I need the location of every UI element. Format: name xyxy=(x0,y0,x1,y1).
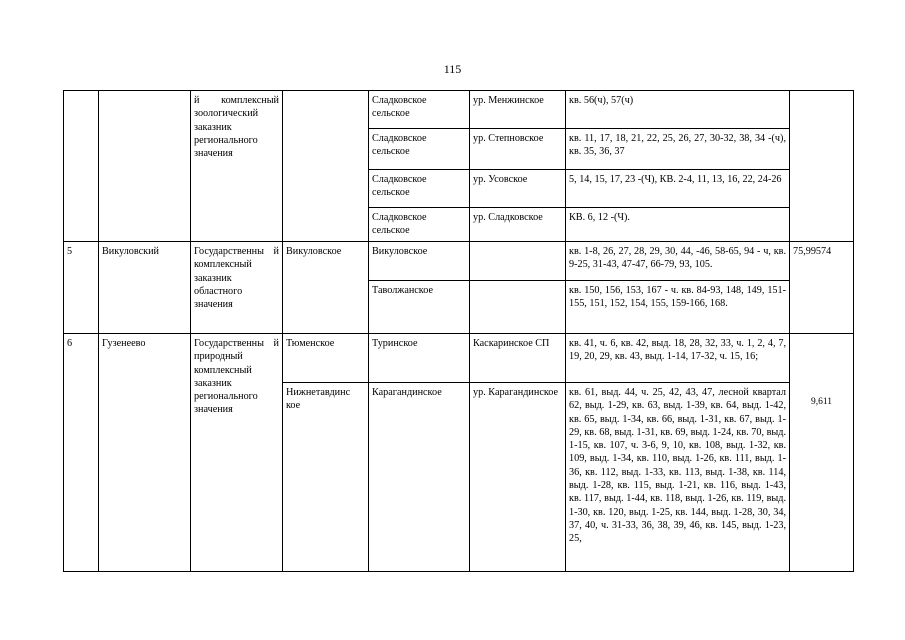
title-cell: Гузенеево xyxy=(99,334,191,572)
forestry-cell xyxy=(283,91,369,242)
quarters-cell: кв. 11, 17, 18, 21, 22, 25, 26, 27, 30-32, 38, 34 -(ч), кв. 35, 36, 37 xyxy=(566,129,790,170)
table-row xyxy=(64,91,854,129)
row-number-cell: 6 xyxy=(64,334,99,572)
row-number-cell: 5 xyxy=(64,242,99,334)
tract-cell xyxy=(470,281,566,334)
tract-cell: ур. Менжинское xyxy=(470,91,566,129)
title-cell: Викуловский xyxy=(99,242,191,334)
table-row xyxy=(64,334,854,383)
page-number: 115 xyxy=(443,62,462,76)
quarters-cell: 5, 14, 15, 17, 23 -(Ч), КВ. 2-4, 11, 13, 16, 22, 24-26 xyxy=(566,170,790,208)
tract-cell: ур. Степновское xyxy=(470,129,566,170)
table-row xyxy=(64,242,854,281)
area-cell: 75,99574 xyxy=(790,242,854,334)
row-number-cell xyxy=(64,91,99,242)
settlement-cell: Туринское xyxy=(369,334,470,383)
forestry-cell: Тюменское xyxy=(283,334,369,383)
forestry-cell: Викуловское xyxy=(283,242,369,334)
reserve-name-cell: Государственны й природный комплексный заказник регионального значения xyxy=(191,334,283,572)
quarters-cell: кв. 56(ч), 57(ч) xyxy=(566,91,790,129)
settlement-cell: Сладковское сельское xyxy=(369,208,470,242)
quarters-cell: кв. 1-8, 26, 27, 28, 29, 30, 44, -46, 58-65, 94 - ч, кв. 9-25, 31-43, 47-47, 66-79, 93, 105. xyxy=(566,242,790,281)
area-value: 9,611 xyxy=(810,397,833,407)
settlement-cell: Таволжанское xyxy=(369,281,470,334)
quarters-cell: кв. 61, выд. 44, ч. 25, 42, 43, 47, лесной квартал 62, выд. 1-29, кв. 63, выд. 1-39, кв. 64, выд. 1-42, кв. 65, выд. 1-34, кв. 66, выд. 1-31, кв. 67, выд. 1-29, кв. 68, выд. 1-31, кв. 69, выд. 1-24, кв. 70, выд. 1-15, кв. 107, ч. 3-6, 9, 10, кв. 108, выд. 1-32, кв. 109, выд. 1-34, кв. 110, выд. 1-26, кв. 111, выд. 1-36, кв. 112, выд. 1-33, кв. 113, выд. 1-38, кв. 114, выд. 1-28, кв. 115, выд. 1-21, кв. 116, выд. 1-43, кв. 117, выд. 1-44, кв. 118, выд. 1-26, кв. 119, выд. 1-30, кв. 120, выд. 1-25, кв. 144, выд. 1-28, 30, 34, 37, 40, ч. 31-33, 36, 38, 39, 46, кв. 145, выд. 1-23, 25, xyxy=(566,383,790,572)
area-cell xyxy=(790,91,854,242)
reserve-name-cell: й комплексный зоологический заказник регионального значения xyxy=(191,91,283,242)
area-cell xyxy=(790,334,854,572)
reserve-name-cell: Государственны й комплексный заказник областного значения xyxy=(191,242,283,334)
settlement-cell: Сладковское сельское xyxy=(369,129,470,170)
quarters-cell: кв. 150, 156, 153, 167 - ч. кв. 84-93, 148, 149, 151-155, 151, 152, 154, 155, 159-166, 168. xyxy=(566,281,790,334)
tract-cell: Каскаринское СП xyxy=(470,334,566,383)
protected-areas-table xyxy=(63,90,854,572)
tract-cell xyxy=(470,242,566,281)
settlement-cell: Викуловское xyxy=(369,242,470,281)
quarters-cell: кв. 41, ч. 6, кв. 42, выд. 18, 28, 32, 33, ч. 1, 2, 4, 7, 19, 20, 29, кв. 43, выд. 1-14, 17-32, ч. 15, 16; xyxy=(566,334,790,383)
tract-cell: ур. Усовское xyxy=(470,170,566,208)
quarters-cell: КВ. 6, 12 -(Ч). xyxy=(566,208,790,242)
settlement-cell: Сладковское сельское xyxy=(369,91,470,129)
tract-cell: ур. Карагандинское xyxy=(470,383,566,572)
forestry-cell: Нижнетавдинс кое xyxy=(283,383,369,572)
tract-cell: ур. Сладковское xyxy=(470,208,566,242)
settlement-cell: Сладковское сельское xyxy=(369,170,470,208)
title-cell xyxy=(99,91,191,242)
settlement-cell: Карагандинское xyxy=(369,383,470,572)
